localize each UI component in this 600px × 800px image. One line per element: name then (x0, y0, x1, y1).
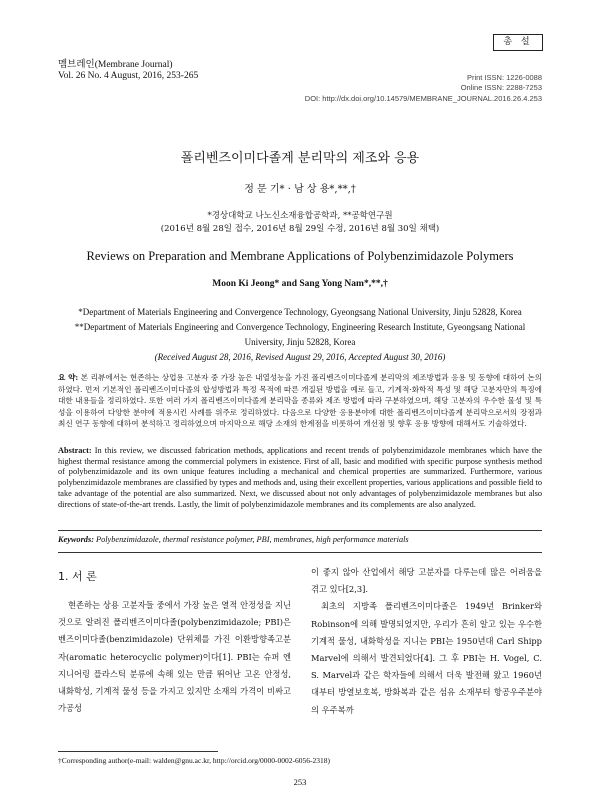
keywords-bottom-rule (58, 552, 542, 553)
affiliation-1: *Department of Materials Engineering and Convergence Technology, Gyeongsang National University, Jinju 52828, Korea (78, 307, 522, 317)
english-abstract-label: Abstract: (58, 446, 92, 455)
keywords-text: Polybenzimidazole, thermal resistance polymer, PBI, membranes, high performance materials (93, 535, 409, 544)
korean-abstract-label: 요 약: (58, 373, 79, 382)
page-number: 253 (293, 777, 307, 787)
footnote-rule (58, 751, 218, 752)
english-abstract-text: In this review, we discussed fabrication methods, applications and recent trends of polybenzimidazole membranes which have the highest thermal resistance among the commercial polymers in existence. First of all, basic and modified with specific purpose synthesis method of polybenzimidazole and its own unique features including a mechanical and chemical properties are summarized. Furthermore, various polybenzimidazole membranes are classified by types and methods and, using their excellent properties, various applications and possible field to take advantage of the potential are also summarized. Next, we discussed about not only advantages of polybenzimidazole membranes but also directions of state-of-the-art trends. Lastly, the limit of polybenzimidazole membranes and its complements are also analyzed. (58, 446, 542, 509)
korean-dates: (2016년 8월 28일 접수, 2016년 8월 29일 수정, 2016년 8월 30일 채택) (160, 224, 440, 234)
english-authors: Moon Ki Jeong* and Sang Yong Nam*,**,† (212, 279, 388, 289)
volume-info: Vol. 26 No. 4 August, 2016, 253-265 (58, 71, 199, 81)
keywords (58, 535, 542, 544)
print-issn: Print ISSN: 1226-0088 (466, 73, 542, 82)
english-dates: (Received August 28, 2016, Revised August 29, 2016, Accepted August 30, 2016) (154, 352, 446, 362)
section-heading: 1. 서 론 (58, 570, 97, 583)
doi[interactable]: DOI: http://dx.doi.org/10.14579/MEMBRANE_JOURNAL.2016.26.4.253 (304, 94, 542, 103)
korean-title: 폴리벤즈이미다졸계 분리막의 제조와 응용 (180, 151, 420, 166)
journal-name: 멤브레인(Membrane Journal) (58, 60, 173, 70)
online-issn: Online ISSN: 2288-7253 (460, 83, 542, 92)
korean-abstract (58, 372, 542, 430)
right-paragraph-1: 이 좋지 않아 산업에서 해당 고분자를 다루는데 많은 어려움을 겪고 있다[2,3]. (311, 567, 542, 595)
korean-abstract-text: 본 리뷰에서는 현존하는 상업용 고분자 중 가장 높은 내열성능을 가진 폴리벤즈이미다졸계 분리막의 제조방법과 응용 및 동향에 대하여 논의하였다. 먼저 기본적인 폴리벤즈이미다졸의 합성방법과 특정 목적에 따른 개질된 방법을 예로 들고, 기계적·화학적 특성 및 해당 고분자만의 특징에 대한 내용들을 정리하였다. 또한 여러 가지 폴리벤즈이미다졸계 분리막을 종류와 제조 방법에 따라 구분하였으며, 해당 고분자의 우수한 물성 및 특성을 이용하여 다양한 분야에 적용시킨 사례를 위주로 정리하였다. 다음으로 다양한 응용분야에 대한 폴리벤즈이미다졸계 분리막으로서의 장점과 최신 연구 동향에 대하여 분석하고 정리하였으며 마지막으로 해당 소재의 한계점을 비롯하여 개선점 및 향후 응용 방향에 대해서도 기술하였다. (58, 373, 542, 429)
korean-affiliation: *경상대학교 나노신소재융합공학과, **공학연구원 (207, 211, 393, 221)
english-title: Reviews on Preparation and Membrane Applications of Polybenzimidazole Polymers (86, 249, 514, 263)
affiliation-2: **Department of Materials Engineering and Convergence Technology, Engineering Research Institute, Gyeongsang National University, Jinju 52828, Korea (74, 322, 526, 347)
keywords-label: Keywords: (58, 535, 94, 544)
footnote: †Corresponding author(e-mail: walden@gnu.ac.kr, http://orcid.org/0000-0002-6056-2318) (58, 756, 331, 765)
body-right-column (311, 564, 542, 719)
body-left-column: 현존하는 상용 고분자들 중에서 가장 높은 열적 안정성을 지닌 것으로 알려진 폴리벤즈이미다졸(polybenzimidazole; PBI)은 벤즈이미다졸(benzimidazole) 단위체를 가진 이환방향족고분자(aromatic heterocyclic polymer)이다[1]. PBI는 슈퍼 엔지니어링 플라스틱 분류에 속해 있는 만큼 뛰어난 고온 안정성, 내화학성, 기계적 물성 등을 가지고 있지만 소재의 가격이 비싸고 가공성 (58, 600, 291, 714)
keywords-top-rule (58, 530, 542, 531)
english-affiliations (58, 305, 542, 350)
right-paragraph-2: 최초의 지방족 폴리벤즈이미다졸은 1949년 Brinker와 Robinson에 의해 발명되었지만, 우리가 흔히 알고 있는 우수한 기계적 물성, 내화학성을 지니는 PBI는 1950년대 Carl Shipp Marvel에 의해서 발견되었다[4]. 그 후 PBI는 H. Vogel, C. S. Marvel과 같은 학자들에 의해서 더욱 발전해 왔고 1960년대부터 방열보호복, 방화복과 같은 섬유 소재부터 항공우주분야의 우주복까 (311, 601, 542, 715)
article-type-badge: 총 설 (493, 34, 543, 51)
korean-authors: 정 문 기* · 남 상 용*,**,† (244, 184, 356, 195)
english-abstract (58, 446, 542, 510)
